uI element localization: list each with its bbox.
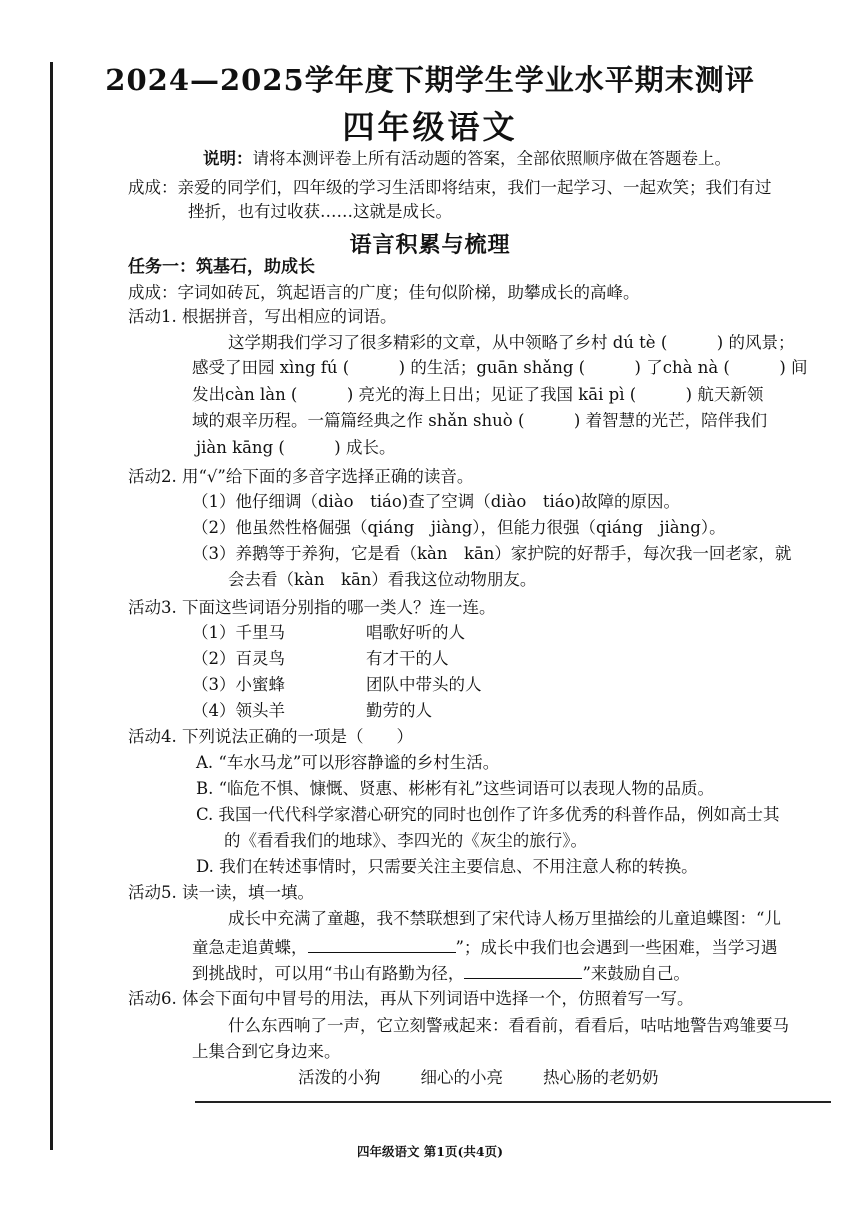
activity4-option-c-1: C. 我国一代代科学家潜心研究的同时也创作了许多优秀的科普作品，例如高士其: [196, 805, 780, 824]
activity6-options: [298, 1067, 659, 1089]
activity6-option-3: 热心肠的老奶奶: [543, 1068, 659, 1087]
binding-margin-line: [50, 62, 53, 1150]
intro-line-1: 成成：亲爱的同学们，四年级的学习生活即将结束，我们一起学习、一起欢笑；我们有过: [128, 178, 772, 197]
activity5-line-3: [192, 960, 690, 985]
activity6-option-1: 活泼的小狗: [298, 1068, 381, 1087]
exam-title: 2024—2025学年度下期学生学业水平期末测评: [105, 63, 755, 97]
activity3-left-4: （4）领头羊: [192, 701, 285, 720]
activity1-line-3: 发出càn làn ( ) 亮光的海上日出；见证了我国 kāi pì ( ) 航天新领: [192, 385, 764, 404]
activity4-option-a: A. “车水马龙”可以形容静谧的乡村生活。: [196, 753, 500, 772]
activity3-left-2: （2）百灵鸟: [192, 649, 285, 668]
activity3-left-1: （1）千里马: [192, 623, 285, 642]
activity2-item-1: （1）他仔细调（diào tiáo)查了空调（diào tiáo)故障的原因。: [192, 492, 680, 511]
activity5-line-3b: ”来鼓励自己。: [582, 964, 690, 983]
activity2-item-3b: 会去看（kàn kān）看我这位动物朋友。: [228, 570, 537, 589]
activity5-title: 活动5. 读一读，填一填。: [128, 883, 314, 902]
activity1-line-2: 感受了田园 xìng fú ( ) 的生活；guān shǎng ( ) 了chà nà ( ) 间: [192, 358, 808, 377]
activity3-title: 活动3. 下面这些词语分别指的哪一类人？连一连。: [128, 598, 496, 617]
intro-line-2: 挫折，也有过收获……这就是成长。: [188, 202, 452, 221]
activity3-right-2: 有才干的人: [366, 649, 449, 668]
activity3-left-3: （3）小蜜蜂: [192, 675, 285, 694]
activity4-option-b: B. “临危不惧、慷慨、贤惠、彬彬有礼”这些词语可以表现人物的品质。: [196, 779, 714, 798]
activity6-line-2: 上集合到它身边来。: [192, 1042, 341, 1061]
task1-title: 任务一：筑基石，助成长: [128, 257, 315, 277]
activity1-line-4: 域的艰辛历程。一篇篇经典之作 shǎn shuò ( ) 着智慧的光芒，陪伴我们: [192, 411, 768, 430]
activity1-line-1: 这学期我们学习了很多精彩的文章，从中领略了乡村 dú tè ( ) 的风景；: [228, 333, 795, 352]
activity1-title: 活动1. 根据拼音，写出相应的词语。: [128, 307, 397, 326]
activity6-title: 活动6. 体会下面句中冒号的用法，再从下列词语中选择一个，仿照着写一写。: [128, 989, 694, 1008]
section-title: 语言积累与梳理: [349, 232, 511, 258]
poem-blank-2: [464, 960, 582, 979]
activity6-option-2: 细心的小亮: [420, 1068, 503, 1087]
task1-intro: 成成：字词如砖瓦，筑起语言的广度；佳句似阶梯，助攀成长的高峰。: [128, 283, 640, 302]
activity3-right-4: 勤劳的人: [366, 701, 432, 720]
activity2-title: 活动2. 用“√”给下面的多音字选择正确的读音。: [128, 467, 474, 486]
activity6-line-1: 什么东西响了一声，它立刻警戒起来：看看前，看看后，咕咕地警告鸡雏要马: [228, 1016, 789, 1035]
activity5-line-2b: ”；成长中我们也会遇到一些困难，当学习遇: [455, 938, 778, 957]
instruction: [203, 148, 731, 170]
activity3-right-1: 唱歌好听的人: [366, 623, 465, 642]
activity2-item-3a: （3）养鹅等于养狗，它是看（kàn kān）家护院的好帮手，每次我一回老家，就: [192, 544, 792, 563]
activity4-title: 活动4. 下列说法正确的一项是（ ）: [128, 727, 413, 746]
activity5-line-3a: 到挑战时，可以用“书山有路勤为径，: [192, 964, 465, 983]
answer-line: [195, 1101, 831, 1103]
activity1-line-5: jiàn kāng ( ) 成长。: [196, 438, 396, 457]
activity5-line-2: [192, 934, 777, 959]
poem-blank-1: [308, 934, 456, 953]
page-footer: 四年级语文 第1页(共4页): [356, 1144, 504, 1159]
exam-subject: 四年级语文: [342, 108, 518, 146]
activity3-right-3: 团队中带头的人: [366, 675, 482, 694]
instruction-label: 说明：: [203, 149, 253, 168]
instruction-text: 请将本测评卷上所有活动题的答案，全部依照顺序做在答题卷上。: [252, 149, 731, 168]
activity5-line-2a: 童急走追黄蝶，: [192, 938, 308, 957]
activity4-option-d: D. 我们在转述事情时，只需要关注主要信息、不用注意人称的转换。: [196, 857, 698, 876]
activity4-option-c-2: 的《看看我们的地球》、李四光的《灰尘的旅行》。: [224, 831, 587, 850]
activity2-item-2: （2）他虽然性格倔强（qiáng jiàng），但能力很强（qiáng jiàng）。: [192, 518, 726, 537]
activity5-line-1: 成长中充满了童趣，我不禁联想到了宋代诗人杨万里描绘的儿童追蝶图：“儿: [228, 909, 781, 928]
